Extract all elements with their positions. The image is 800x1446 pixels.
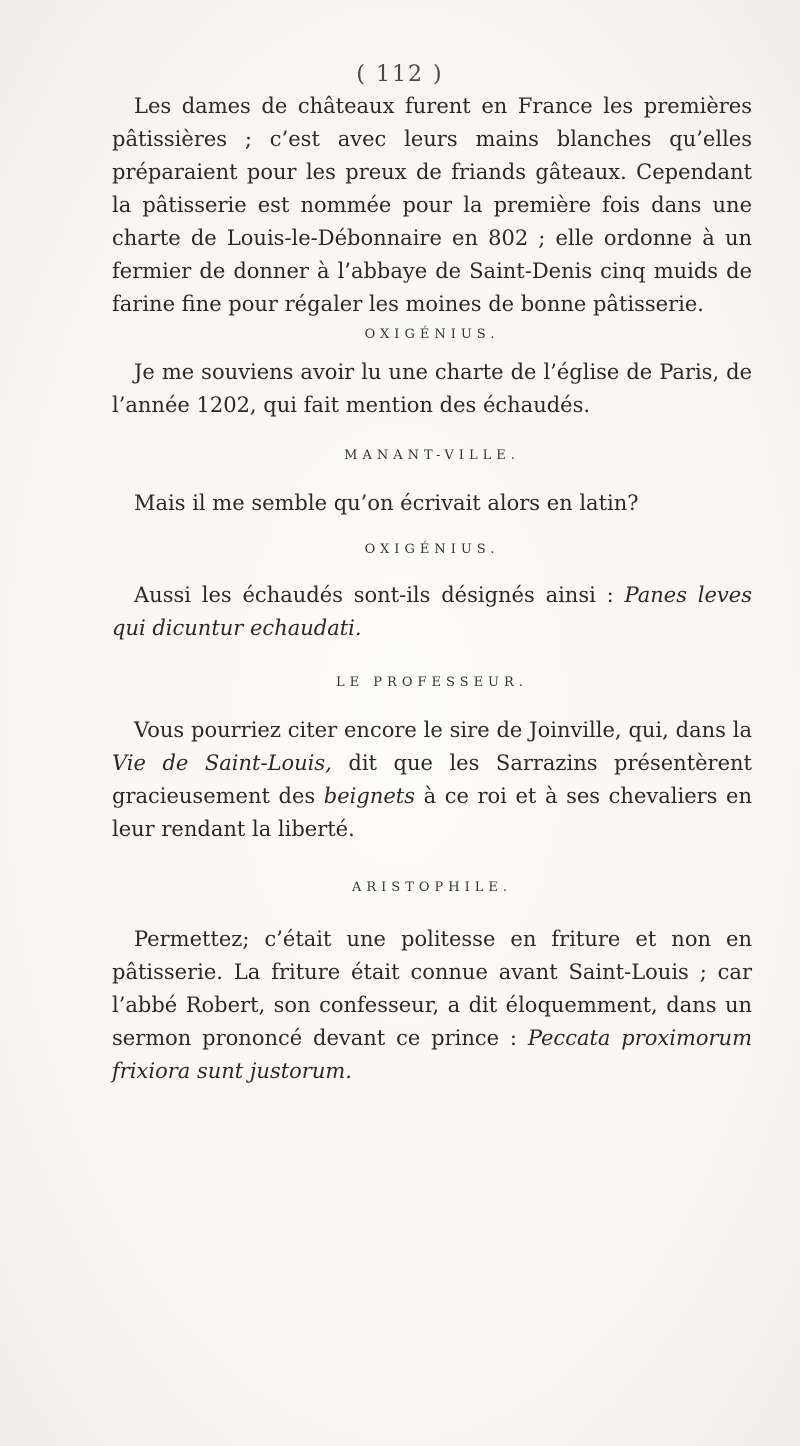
professeur-line-part-a: Vous pourriez citer encore le sire de Joinville, qui, dans la: [134, 718, 752, 742]
page-number: ( 112 ): [356, 62, 444, 87]
oxigenius-line-1: Je me souviens avoir lu une charte de l’église de Paris, de l’année 1202, qui fait mention des échaudés.: [112, 360, 752, 417]
opening-paragraph: Les dames de châteaux furent en France les premières pâtissières ; c’est avec leurs mains blanches qu’elles préparaient pour les preux de friands gâteaux. Cependant la pâtisserie est nommée pour la première fois dans une charte de Louis-le-Débonnaire en 802 ; elle ordonne à un fermier de donner à l’abbaye de Saint-Denis cinq muids de farine fine pour régaler les moines de bonne pâtisserie.: [112, 94, 752, 316]
professeur-line-part-b: dit que les Sarrazins présentèrent gracieusement des: [112, 751, 752, 808]
oxigenius-line-2: [112, 579, 752, 645]
professeur-line: [112, 714, 752, 846]
speaker-professeur: LE PROFESSEUR.: [336, 675, 528, 690]
manant-ville-line: Mais il me semble qu’on écrivait alors en latin?: [134, 491, 639, 515]
speaker-aristophile: ARISTOPHILE.: [351, 880, 513, 895]
speaker-oxigenius-2: OXIGÉNIUS.: [364, 542, 500, 557]
word-beignets: beignets: [323, 784, 415, 808]
professeur-line-part-c: à ce roi et à ses chevaliers en leur rendant la liberté.: [112, 784, 752, 841]
aristophile-line: [112, 923, 752, 1088]
speaker-manant-ville: MANANT-VILLE.: [344, 448, 520, 463]
text-column: [112, 90, 752, 1088]
oxigenius-line-2-roman: Aussi les échaudés sont-ils désignés ainsi :: [134, 583, 625, 607]
latin-quote-echaudati: Panes leves qui dicuntur echaudati.: [112, 583, 752, 640]
latin-quote-peccata: Peccata proximorum frixiora sunt justorum.: [112, 1026, 752, 1083]
speaker-oxigenius-1: OXIGÉNIUS.: [364, 327, 500, 342]
aristophile-line-roman: Permettez; c’était une politesse en friture et non en pâtisserie. La friture était connue avant Saint-Louis ; car l’abbé Robert, son confesseur, a dit éloquemment, dans un sermon prononcé devant ce prince :: [112, 927, 752, 1050]
title-vie-de-saint-louis: Vie de Saint-Louis,: [112, 751, 332, 775]
